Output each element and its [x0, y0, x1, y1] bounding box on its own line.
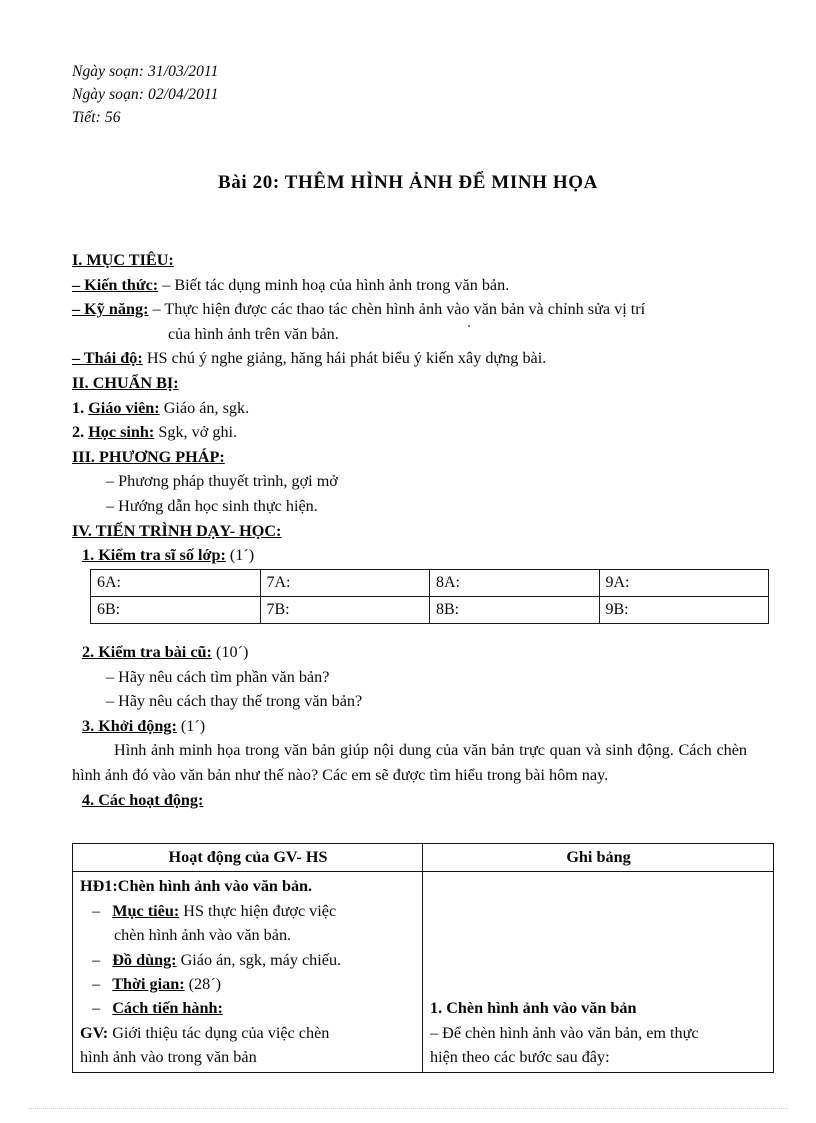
- kynang-text: – Thực hiện được các thao tác chèn hình ảnh vào văn bản và chỉnh sửa vị trí: [148, 300, 646, 319]
- hocsinh-number: 2.: [72, 423, 89, 442]
- giaovien-text: Giáo án, sgk.: [159, 398, 250, 417]
- attendance-table: [90, 569, 769, 624]
- kiemtra-siso-time: (1´): [225, 546, 255, 565]
- section-4-2-question-2: – Hãy nêu cách thay thế trong văn bản?: [106, 692, 363, 711]
- table-row: [73, 872, 774, 1072]
- gv-line-1: [80, 1021, 416, 1045]
- section-4-3-paragraph: Hình ảnh minh họa trong văn bản giúp nội dung của văn bản trực quan và sinh động. Cách chèn hình ảnh đó vào văn bản như thế nào? Các em sẽ được tìm hiểu trong bài hôm nay.: [72, 741, 747, 785]
- page-title: Bài 20: THÊM HÌNH ẢNH ĐỂ MINH HỌA: [218, 172, 598, 193]
- muctieu-row: – Mục tiêu: HS thực hiện được việc: [92, 901, 337, 920]
- kienthuc-text: – Biết tác dụng minh hoạ của hình ảnh trong văn bản.: [158, 275, 510, 294]
- muctieu-text-cont: chèn hình ảnh vào văn bản.: [114, 926, 292, 945]
- thoigian-row: – Thời gian: (28´): [92, 975, 222, 994]
- cachtienhanh-label: Cách tiến hành:: [112, 999, 223, 1018]
- khoidong-label: 3. Khởi động:: [82, 716, 177, 735]
- cachtienhanh-row: – Cách tiến hành:: [92, 999, 223, 1018]
- ghibang-line-2: hiện theo các bước sau đây:: [430, 1048, 610, 1067]
- gv-line-2: hình ảnh vào trong văn bản: [80, 1048, 257, 1067]
- section-4-heading: IV. TIẾN TRÌNH DẠY- HỌC:: [72, 521, 282, 540]
- activities-cell-left: [73, 872, 423, 1072]
- date-soan-1: Ngày soạn: 31/03/2011: [72, 63, 219, 80]
- section-1-kynang: [72, 297, 747, 322]
- gv-prefix: GV:: [80, 1023, 109, 1042]
- section-4-1: [72, 543, 747, 568]
- dodung-row: – Đồ dùng: Giáo án, sgk, máy chiếu.: [92, 950, 342, 969]
- document-body: [72, 248, 747, 568]
- section-3-item-2: – Hướng dẫn học sinh thực hiện.: [106, 496, 318, 515]
- hocsinh-text: Sgk, vở ghi.: [154, 423, 238, 442]
- activities-header-left: Hoạt động của GV- HS: [73, 844, 423, 872]
- document-body-continued: [72, 640, 747, 813]
- activities-header-right: Ghi bảng: [423, 844, 774, 872]
- attendance-cell-7b[interactable]: 7B:: [260, 597, 430, 624]
- attendance-cell-7a[interactable]: 7A:: [260, 570, 430, 597]
- attendance-cell-6b[interactable]: 6B:: [91, 597, 261, 624]
- ghibang-title: 1. Chèn hình ảnh vào văn bản: [430, 999, 637, 1018]
- giaovien-number: 1.: [72, 398, 89, 417]
- hocsinh-label: Học sinh:: [88, 423, 155, 442]
- attendance-cell-9b[interactable]: 9B:: [599, 597, 769, 624]
- page-bottom-rule: [28, 1108, 788, 1109]
- table-header-row: [73, 844, 774, 872]
- activities-table: [72, 843, 774, 1073]
- section-1-kienthuc: [72, 273, 747, 298]
- kynang-label: – Kỹ năng:: [72, 300, 149, 319]
- dodung-label: Đồ dùng:: [112, 950, 177, 969]
- section-1-thaido: [72, 346, 747, 371]
- attendance-cell-6a[interactable]: 6A:: [91, 570, 261, 597]
- dodung-text: Giáo án, sgk, máy chiếu.: [176, 950, 342, 969]
- section-1-kynang-cont: của hình ảnh trên văn bản.: [168, 324, 339, 343]
- kiemtra-baicu-label: 2. Kiểm tra bài cũ:: [82, 643, 212, 661]
- giaovien-label: Giáo viên:: [88, 398, 160, 417]
- muctieu-label: Mục tiêu:: [112, 901, 180, 920]
- kiemtra-siso-label: 1. Kiểm tra sĩ số lớp:: [82, 546, 226, 565]
- attendance-cell-8b[interactable]: 8B:: [430, 597, 600, 624]
- section-4-4-heading: 4. Các hoạt động:: [82, 791, 204, 810]
- section-2-giaovien: [72, 396, 747, 421]
- thaido-text: HS chú ý nghe giảng, hăng hái phát biểu ý kiến xây dựng bài.: [142, 349, 547, 368]
- khoidong-time: (1´): [176, 716, 206, 735]
- ghibang-line-1: – Để chèn hình ảnh vào văn bản, em thực: [430, 1023, 699, 1042]
- date-soan-2: Ngày soạn: 02/04/2011: [72, 86, 219, 103]
- section-4-2: [72, 640, 747, 665]
- document-header: [72, 60, 218, 129]
- table-row: [91, 570, 769, 597]
- section-1-heading: I. MỤC TIÊU:: [72, 251, 174, 269]
- muctieu-text: HS thực hiện được việc: [179, 901, 337, 920]
- hd1-title: HĐ1:Chèn hình ảnh vào văn bản.: [80, 877, 313, 896]
- section-3-heading: III. PHƯƠNG PHÁP:: [72, 447, 225, 466]
- section-2-heading: II. CHUẨN BỊ:: [72, 373, 179, 392]
- table-row: [91, 597, 769, 624]
- gv-text-1: Giới thiệu tác dụng của việc chèn: [108, 1023, 330, 1042]
- kienthuc-label: – Kiến thức:: [72, 275, 159, 294]
- kiemtra-baicu-time: (10´): [211, 643, 249, 661]
- section-3-item-1: – Phương pháp thuyết trình, gợi mở: [106, 472, 338, 491]
- right-cell-spacer: [430, 874, 767, 996]
- thoigian-label: Thời gian:: [112, 975, 185, 994]
- section-4-3: [72, 714, 747, 739]
- section-2-hocsinh: [72, 420, 747, 445]
- activities-cell-right: [423, 872, 774, 1072]
- thaido-label: – Thái độ:: [72, 349, 143, 368]
- activities-table-wrapper: [72, 843, 745, 1073]
- tiet-number: Tiết: 56: [72, 109, 121, 126]
- attendance-table-wrapper: [90, 569, 769, 624]
- attendance-cell-9a[interactable]: 9A:: [599, 570, 769, 597]
- attendance-cell-8a[interactable]: 8A:: [430, 570, 600, 597]
- section-4-2-question-1: – Hãy nêu cách tìm phần văn bản?: [106, 667, 330, 686]
- thoigian-text: (28´): [184, 975, 222, 994]
